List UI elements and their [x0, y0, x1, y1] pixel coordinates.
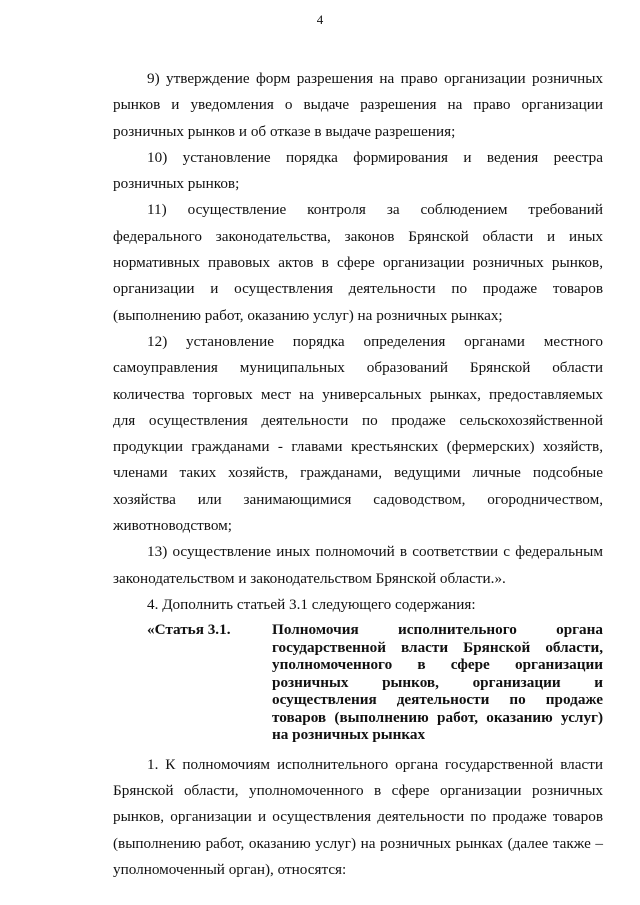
- paragraph-item-10: 10) установление порядка формирования и ведения реестра розничных рынков;: [113, 148, 603, 193]
- paragraph-item-9: 9) утверждение форм разрешения на право организации розничных рынков и уведомления о выдаче разрешения на право организации розничных рынков и об отказе в выдаче разрешения;: [113, 70, 603, 140]
- article-heading: [113, 621, 603, 744]
- paragraph-item-12: 12) установление порядка определения органами местного самоуправления муниципальных образований Брянской области количества торговых мест на универсальных рынках, предоставляемых для осуществления деятельности по продаже сельскохозяйственной продукции гражданами - главами крестьянских (фермерских) хозяйств, членами таких хозяйств, гражданами, ведущими личные подсобные хозяйства или занимающимися садоводством, огородничеством, животноводством;: [113, 332, 603, 535]
- article-label: «Статья 3.1.: [147, 621, 231, 639]
- page-number: 4: [316, 12, 324, 27]
- paragraph-item-13: 13) осуществление иных полномочий в соответствии с федеральным законодательством и законодательством Брянской области.».: [113, 543, 603, 587]
- paragraph-article-clause-1: 1. К полномочиям исполнительного органа государственной власти Брянской области, уполномоченного в сфере организации розничных рынков, организации и осуществления деятельности по продаже товаров (выполнению работ, оказанию услуг) на розничных рынках (далее также – уполномоченный орган), относятся:: [113, 755, 603, 878]
- document-body: [113, 66, 603, 883]
- paragraph-item-11: 11) осуществление контроля за соблюдением требований федерального законодательства, законов Брянской области и иных нормативных правовых актов в сфере организации розничных рынков, организации и осуществления деятельности по продаже товаров (выполнению работ, оказанию услуг) на розничных рынках;: [113, 201, 603, 324]
- paragraph-amendment-4: 4. Дополнить статьей 3.1 следующего содержания:: [147, 595, 476, 613]
- article-title: Полномочия исполнительного органа государственной власти Брянской области, уполномоченного в сфере организации розничных рынков, организации и осуществления деятельности по продаже товаров (выполнению работ, оказанию услуг) на розничных рынках: [272, 621, 603, 744]
